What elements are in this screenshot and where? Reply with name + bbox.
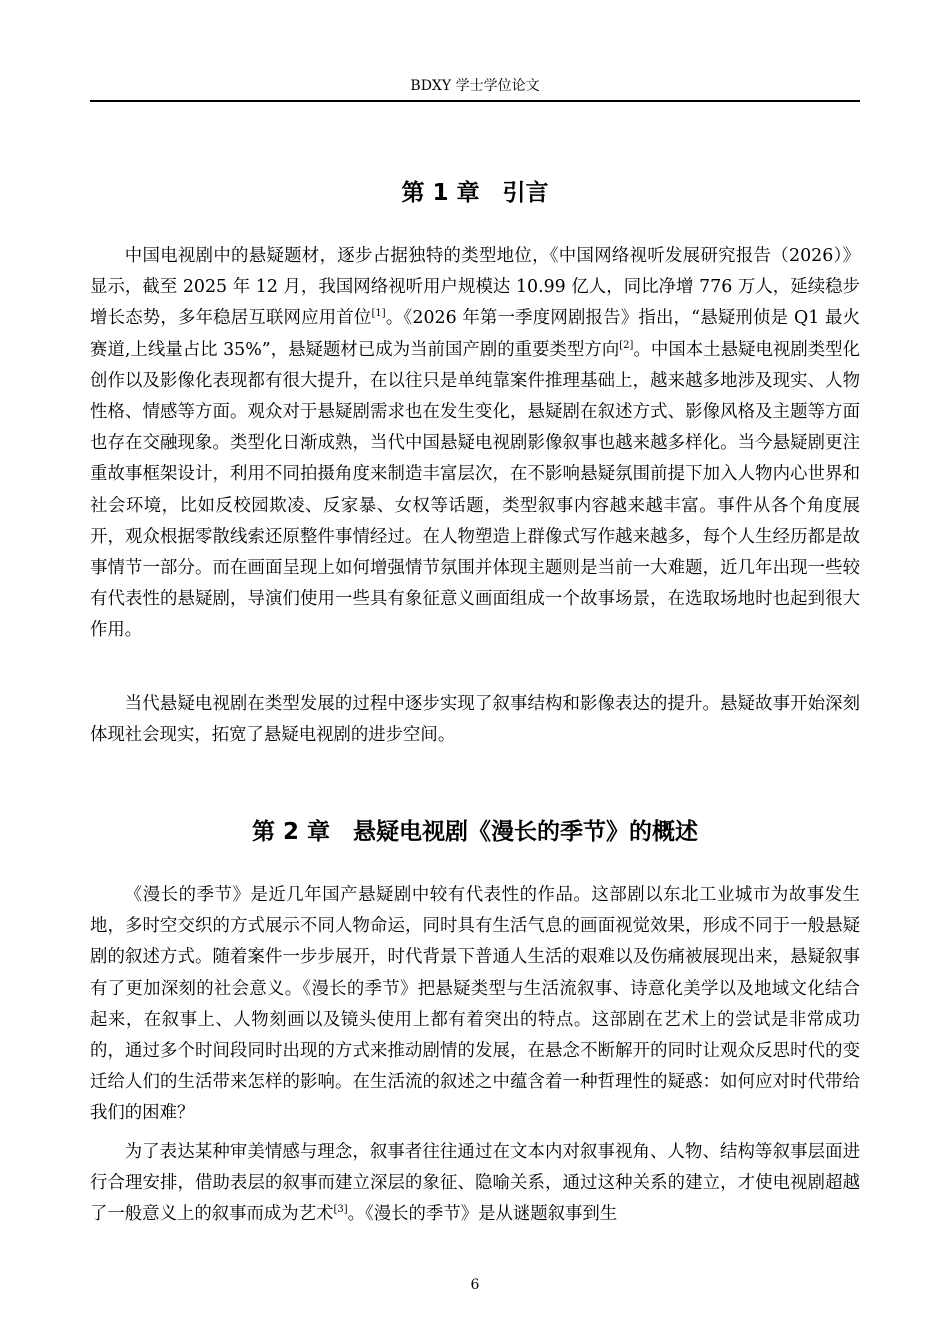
chapter-2-paragraph-1: 《漫长的季节》是近几年国产悬疑剧中较有代表性的作品。这部剧以东北工业城市为故事发生地，多时空交织的方式展示不同人物命运，同时具有生活气息的画面视觉效果，形成不同于一般悬疑剧的叙述方式。随着案件一步步展开，时代背景下普通人生活的艰难以及伤痛被展现出来，悬疑叙事有了更加深刻的社会意义。《漫长的季节》把悬疑类型与生活流叙事、诗意化美学以及地域文化结合起来，在叙事上、人物刻画以及镜头使用上都有着突出的特点。这部剧在艺术上的尝试是非常成功的，通过多个时间段同时出现的方式来推动剧情的发展，在悬念不断解开的同时让观众反思时代的变迁给人们的生活带来怎样的影响。在生活流的叙述之中蕴含着一种哲理性的疑惑：如何应对时代带给我们的困难？ <box>90 885 860 1124</box>
chapter-2-title: 第 2 章 悬疑电视剧《漫长的季节》的概述 <box>251 819 699 845</box>
page-number: 6 <box>470 1277 480 1293</box>
chapter-1-title: 第 1 章 引言 <box>401 180 549 206</box>
citation-2: [2] <box>619 339 634 351</box>
chapter-1-paragraph-1 <box>90 241 860 647</box>
chapter-1-paragraph-2: 当代悬疑电视剧在类型发展的过程中逐步实现了叙事结构和影像表达的提升。悬疑故事开始深刻体现社会现实，拓宽了悬疑电视剧的进步空间。 <box>90 694 860 746</box>
chapter-2-paragraph-2 <box>90 1137 860 1231</box>
paragraph-text: 。中国本土悬疑电视剧类型化创作以及影像化表现都有很大提升，在以往只是单纯靠案件推理基础上，越来越多地涉及现实、人物性格、情感等方面。观众对于悬疑剧需求也在发生变化，悬疑剧在叙述方式、影像风格及主题等方面也存在交融现象。类型化日渐成熟，当代中国悬疑电视剧影像叙事也越来越多样化。当今悬疑剧更注重故事框架设计，利用不同拍摄角度来制造丰富层次，在不影响悬疑氛围前提下加入人物内心世界和社会环境，比如反校园欺凌、反家暴、女权等话题，类型叙事内容越来越丰富。事件从各个角度展开，观众根据零散线索还原整件事情经过。在人物塑造上群像式写作越来越多，每个人生经历都是故事情节一部分。而在画面呈现上如何增强情节氛围并体现主题则是当前一大难题，近几年出现一些较有代表性的悬疑剧，导演们使用一些具有象征意义画面组成一个故事场景，在选取场地时也起到很大作用。 <box>90 339 860 641</box>
running-header: BDXY 学士学位论文 <box>410 78 540 94</box>
paragraph-text: 中国电视剧中的悬疑题材，逐步占据独特的类型地位，《中国网络视听发展研究报告（2026）》显示，截至 2025 年 12 月，我国网络视听用户规模达 10.99 亿人，同比净增 776 万人，延续稳步增长态势，多年稳居互联网应用首位 <box>90 246 860 329</box>
header-rule <box>90 100 860 102</box>
citation-3: [3] <box>333 1204 348 1216</box>
paragraph-text: 。《漫长的季节》是从谜题叙事到生 <box>347 1204 618 1225</box>
paragraph-text: 为了表达某种审美情感与理念，叙事者往往通过在文本内对叙事视角、人物、结构等叙事层面进行合理安排，借助表层的叙事而建立深层的象征、隐喻关系，通过这种关系的建立，才使电视剧超越了一般意义上的叙事而成为艺术 <box>90 1142 860 1225</box>
paragraph-text: 。《2026 年第一季度网剧报告》指出，“悬疑刑侦是 Q1 最火赛道,上线量占比 35%”，悬疑题材已成为当前国产剧的重要类型方向 <box>90 308 860 360</box>
citation-1: [1] <box>371 308 386 320</box>
